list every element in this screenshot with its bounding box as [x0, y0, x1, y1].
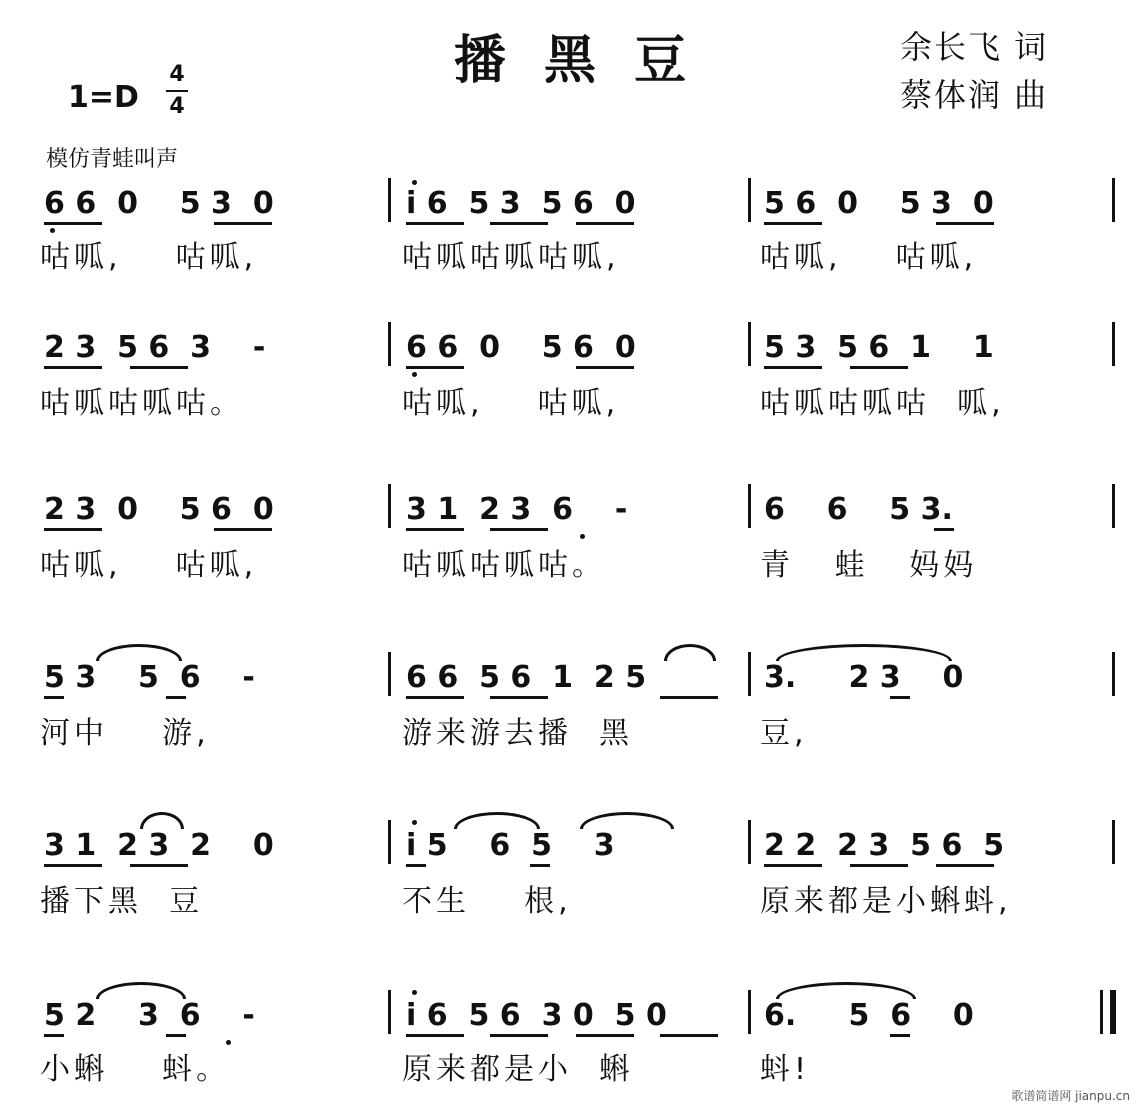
song-title: 播 黑 豆: [453, 30, 697, 91]
beam-underline: [214, 222, 272, 225]
row2-measure3-lyrics: 咕呱咕呱咕 呱,: [760, 386, 1005, 421]
barline: [748, 484, 751, 528]
beam-underline: [490, 222, 548, 225]
beam-underline: [44, 1034, 64, 1037]
beam-underline: [166, 1034, 186, 1037]
performance-instruction: 模仿青蛙叫声: [46, 147, 179, 172]
beam-underline: [890, 696, 910, 699]
row6-measure3-notes: 6. 5 6 0: [764, 998, 974, 1033]
final-barline: [1110, 990, 1116, 1034]
time-signature-top: 4: [169, 62, 185, 87]
high-octave-dot: [412, 180, 417, 185]
beam-underline: [406, 222, 464, 225]
beam-underline: [166, 696, 186, 699]
barline: [1112, 484, 1115, 528]
beam-underline: [44, 864, 102, 867]
row6-measure3-lyrics: 蚪!: [760, 1052, 811, 1087]
row3-measure1-lyrics: 咕呱, 咕呱,: [40, 548, 258, 583]
time-signature-bar: [166, 90, 188, 92]
row1-measure3-lyrics: 咕呱, 咕呱,: [760, 240, 978, 275]
row4-measure1-lyrics: 河中 游,: [40, 716, 210, 751]
row5-measure3-lyrics: 原来都是小蝌蚪,: [760, 884, 1012, 919]
row4-measure1-notes: 5 3 5 6 -: [44, 660, 255, 695]
high-octave-dot: [412, 990, 417, 995]
beam-underline: [660, 696, 718, 699]
beam-underline: [936, 222, 994, 225]
beam-underline: [934, 528, 954, 531]
row1-measure1-notes: 6 6 0 5 3 0: [44, 186, 274, 221]
low-octave-dot: [412, 372, 417, 377]
row3-measure2-notes: 3 1 2 3 6 -: [406, 492, 628, 527]
row2-measure3-notes: 5 3 5 6 1 1: [764, 330, 994, 365]
barline: [1112, 178, 1115, 222]
barline: [748, 322, 751, 366]
beam-underline: [576, 366, 634, 369]
row5-measure2-lyrics: 不生 根,: [402, 884, 572, 919]
barline: [388, 178, 391, 222]
barline: [748, 178, 751, 222]
row1-measure2-lyrics: 咕呱咕呱咕呱,: [402, 240, 620, 275]
beam-underline: [850, 366, 908, 369]
beam-underline: [764, 864, 822, 867]
row1-measure2-notes: i 6 5 3 5 6 0: [406, 186, 636, 221]
beam-underline: [406, 864, 426, 867]
beam-underline: [44, 366, 102, 369]
barline: [1112, 322, 1115, 366]
row4-measure2-notes: 6 6 5 6 1 2 5: [406, 660, 647, 695]
row1-measure1-lyrics: 咕呱, 咕呱,: [40, 240, 258, 275]
time-signature: [162, 62, 192, 120]
row5-measure1-lyrics: 播下黑 豆: [40, 884, 204, 919]
row6-measure2-notes: i 6 5 6 3 0 5 0: [406, 998, 667, 1033]
row4-measure3-lyrics: 豆,: [760, 716, 808, 751]
composer-credit: 蔡体润 曲: [900, 76, 1049, 114]
row6-measure1-lyrics: 小蝌 蚪。: [40, 1052, 231, 1087]
lyricist-credit: 余长飞 词: [900, 28, 1049, 66]
barline: [388, 484, 391, 528]
row3-measure3-notes: 6 6 5 3.: [764, 492, 953, 527]
row6-measure2-lyrics: 原来都是小 蝌: [402, 1052, 634, 1087]
beam-underline: [44, 528, 102, 531]
beam-underline: [130, 864, 188, 867]
high-octave-dot: [412, 820, 417, 825]
slur: [664, 644, 716, 661]
row3-measure2-lyrics: 咕呱咕呱咕。: [402, 548, 606, 583]
row2-measure1-notes: 2 3 5 6 3 -: [44, 330, 266, 365]
barline: [388, 990, 391, 1034]
row3-measure3-lyrics: 青 蛙 妈妈: [760, 548, 978, 583]
beam-underline: [850, 864, 908, 867]
barline: [388, 652, 391, 696]
barline: [1112, 652, 1115, 696]
row2-measure1-lyrics: 咕呱咕呱咕。: [40, 386, 244, 421]
beam-underline: [406, 1034, 464, 1037]
beam-underline: [530, 864, 550, 867]
beam-underline: [406, 528, 464, 531]
row2-measure2-lyrics: 咕呱, 咕呱,: [402, 386, 620, 421]
beam-underline: [576, 1034, 634, 1037]
beam-underline: [490, 528, 548, 531]
site-watermark: 歌谱简谱网 jianpu.cn: [1011, 1089, 1130, 1103]
row4-measure3-notes: 3. 2 3 0: [764, 660, 964, 695]
row4-measure2-lyrics: 游来游去播 黑: [402, 716, 634, 751]
barline: [748, 820, 751, 864]
row5-measure1-notes: 3 1 2 3 2 0: [44, 828, 274, 863]
row2-measure2-notes: 6 6 0 5 6 0: [406, 330, 636, 365]
beam-underline: [764, 366, 822, 369]
key-signature: 1=D: [68, 80, 139, 115]
beam-underline: [406, 366, 464, 369]
beam-underline: [660, 1034, 718, 1037]
low-octave-dot: [50, 228, 55, 233]
row6-measure1-notes: 5 2 3 6 -: [44, 998, 255, 1033]
beam-underline: [130, 366, 188, 369]
beam-underline: [490, 696, 548, 699]
low-octave-dot: [226, 1040, 231, 1045]
beam-underline: [576, 222, 634, 225]
beam-underline: [406, 696, 464, 699]
beam-underline: [890, 1034, 910, 1037]
beam-underline: [214, 528, 272, 531]
low-octave-dot: [580, 534, 585, 539]
barline: [748, 990, 751, 1034]
row5-measure2-notes: i 5 6 5 3: [406, 828, 615, 863]
beam-underline: [764, 222, 822, 225]
row3-measure1-notes: 2 3 0 5 6 0: [44, 492, 274, 527]
row1-measure3-notes: 5 6 0 5 3 0: [764, 186, 994, 221]
beam-underline: [490, 1034, 548, 1037]
barline: [1112, 820, 1115, 864]
beam-underline: [44, 222, 102, 225]
row5-measure3-notes: 2 2 2 3 5 6 5: [764, 828, 1005, 863]
beam-underline: [44, 696, 64, 699]
barline: [1100, 990, 1103, 1034]
time-signature-bottom: 4: [169, 94, 185, 119]
barline: [388, 820, 391, 864]
barline: [748, 652, 751, 696]
barline: [388, 322, 391, 366]
beam-underline: [936, 864, 994, 867]
